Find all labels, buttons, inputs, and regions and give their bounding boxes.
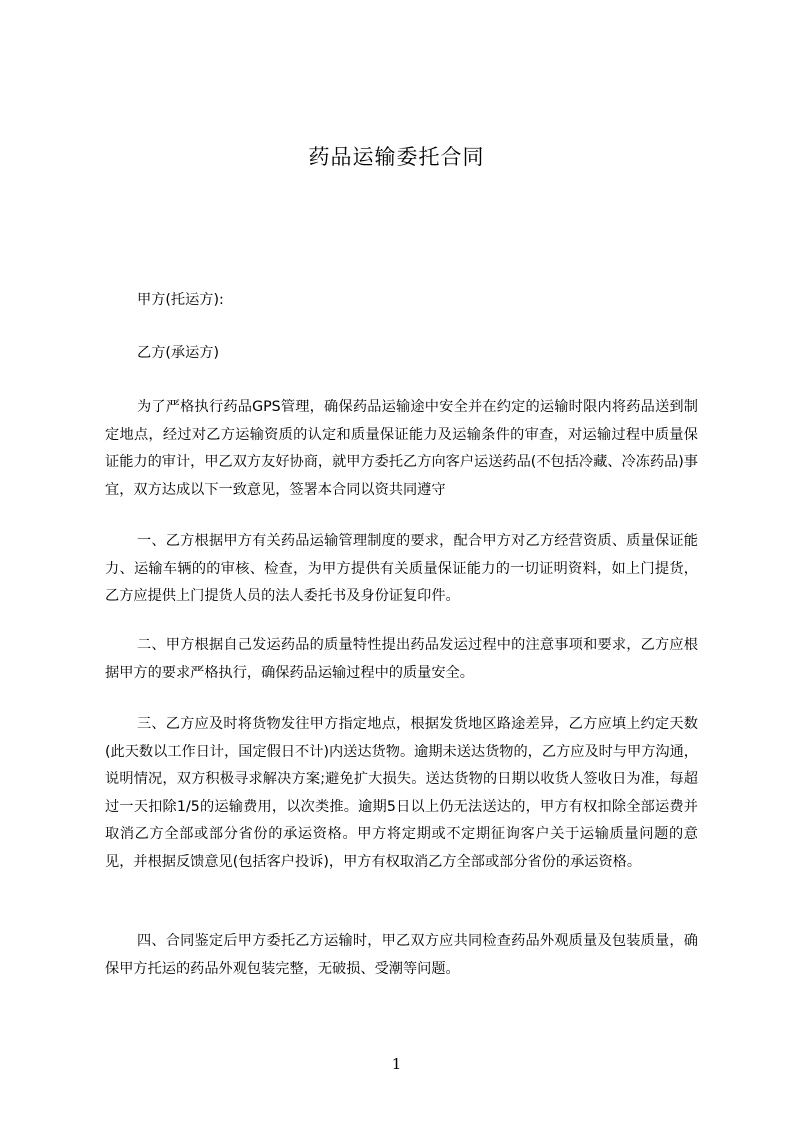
page-number: 1 xyxy=(391,1055,402,1073)
preamble-paragraph: 为了严格执行药品GPS管理，确保药品运输途中安全并在约定的运输时限内将药品送到制定地点，经过对乙方运输资质的认定和质量保证能力及运输条件的审查，对运输过程中质量保证能力的审计，甲乙双方友好协商，就甲方委托乙方向客户运送药品(不包括冷藏、冷冻药品)事宜，双方达成以下一致意见，签署本合同以资共同遵守 xyxy=(105,399,698,498)
party-b-line: 乙方(承运方) xyxy=(137,345,220,361)
clause-1-paragraph: 一、乙方根据甲方有关药品运输管理制度的要求，配合甲方对乙方经营资质、质量保证能力、运输车辆的的审核、检查，为甲方提供有关质量保证能力的一切证明资料，如上门提货，乙方应提供上门提货人员的法人委托书及身份证复印件。 xyxy=(105,533,698,604)
clause-2-paragraph: 二、甲方根据自己发运药品的质量特性提出药品发运过程中的注意事项和要求，乙方应根据甲方的要求严格执行，确保药品运输过程中的质量安全。 xyxy=(105,637,698,681)
document-title: 药品运输委托合同 xyxy=(308,145,485,169)
clause-3-paragraph: 三、乙方应及时将货物发往甲方指定地点，根据发货地区路途差异，乙方应填上约定天数(此天数以工作日计，国定假日不计)内送达货物。逾期未送达货物的，乙方应及时与甲方沟通，说明情况，双方积极寻求解决方案;避免扩大损失。送达货物的日期以收货人签收日为准，每超过一天扣除1/5的运输费用，以次类推。逾期5日以上仍无法送达的，甲方有权扣除全部运费并取消乙方全部或部分省份的承运资格。甲方将定期或不定期征询客户关于运输质量问题的意见，并根据反馈意见(包括客户投诉)，甲方有权取消乙方全部或部分省份的承运资格。 xyxy=(105,716,698,870)
clause-4-paragraph: 四、合同鉴定后甲方委托乙方运输时，甲乙双方应共同检查药品外观质量及包装质量，确保甲方托运的药品外观包装完整，无破损、受潮等问题。 xyxy=(105,933,698,977)
party-a-line: 甲方(托运方): xyxy=(137,292,224,308)
